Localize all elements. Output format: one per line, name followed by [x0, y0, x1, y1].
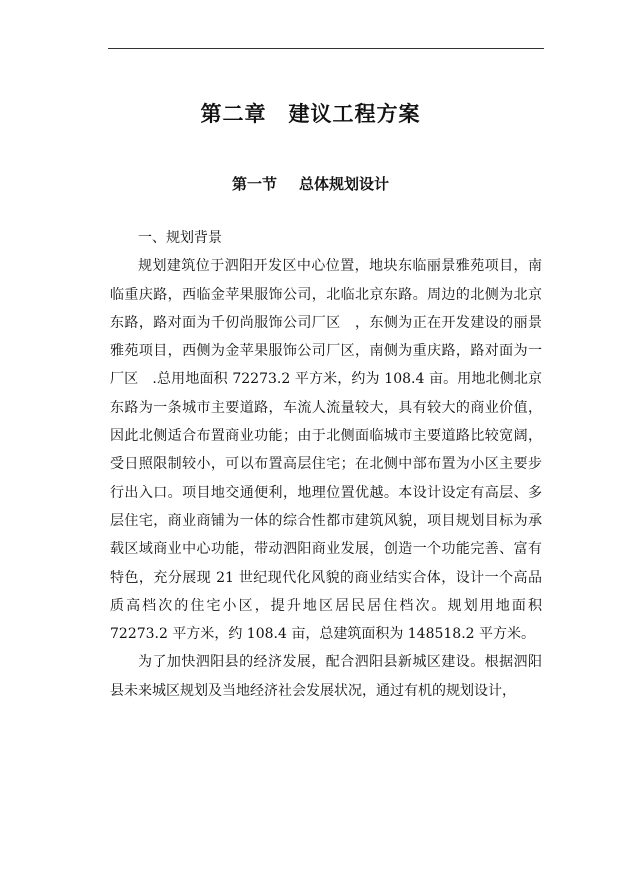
paragraph-2: 为了加快泗阳县的经济发展，配合泗阳县新城区建设。根据泗阳县未来城区规划及当地经济社会发展状况，通过有机的规划设计，: [110, 654, 542, 699]
header-rule: [108, 48, 544, 49]
chapter-name: 建议工程方案: [288, 101, 421, 126]
chapter-title: [0, 98, 621, 128]
section-number: 第一节: [231, 175, 277, 193]
subheading-planning-background: 一、规划背景: [138, 230, 222, 246]
paragraph-1: 规划建筑位于泗阳开发区中心位置，地块东临丽景雅苑项目，南临重庆路，西临金苹果服饰公司，北临北京东路。周边的北侧为北京东路，路对面为千仞尚服饰公司厂区 ，东侧为正在开发建设的丽景雅苑项目，西侧为金苹果服饰公司厂区，南侧为重庆路，路对面为一厂区 .总用地面积 72273.2 平方米，约为 108.4 亩。用地北侧北京东路为一条城市主要道路，车流人流量较大，具有较大的商业价值，因此北侧适合布置商业功能；由于北侧面临城市主要道路比较宽阔，受日照限制较小，可以布置高层住宅；在北侧中部布置为小区主要步行出入口。项目地交通便利，地理位置优越。本设计设定有高层、多层住宅，商业商铺为一体的综合性都市建筑风貌，项目规划目标为承载区域商业中心功能，带动泗阳商业发展，创造一个功能完善、富有特色，充分展现 21 世纪现代化风貌的商业结实合体，设计一个高品质高档次的住宅小区，提升地区居民居住档次。规划用地面积 72273.2 平方米，约 108.4 亩，总建筑面积为 148518.2 平方米。: [110, 258, 542, 643]
body-text: [110, 224, 542, 705]
section-title: [0, 173, 621, 194]
chapter-number: 第二章: [200, 101, 267, 126]
section-name: 总体规划设计: [299, 175, 390, 193]
